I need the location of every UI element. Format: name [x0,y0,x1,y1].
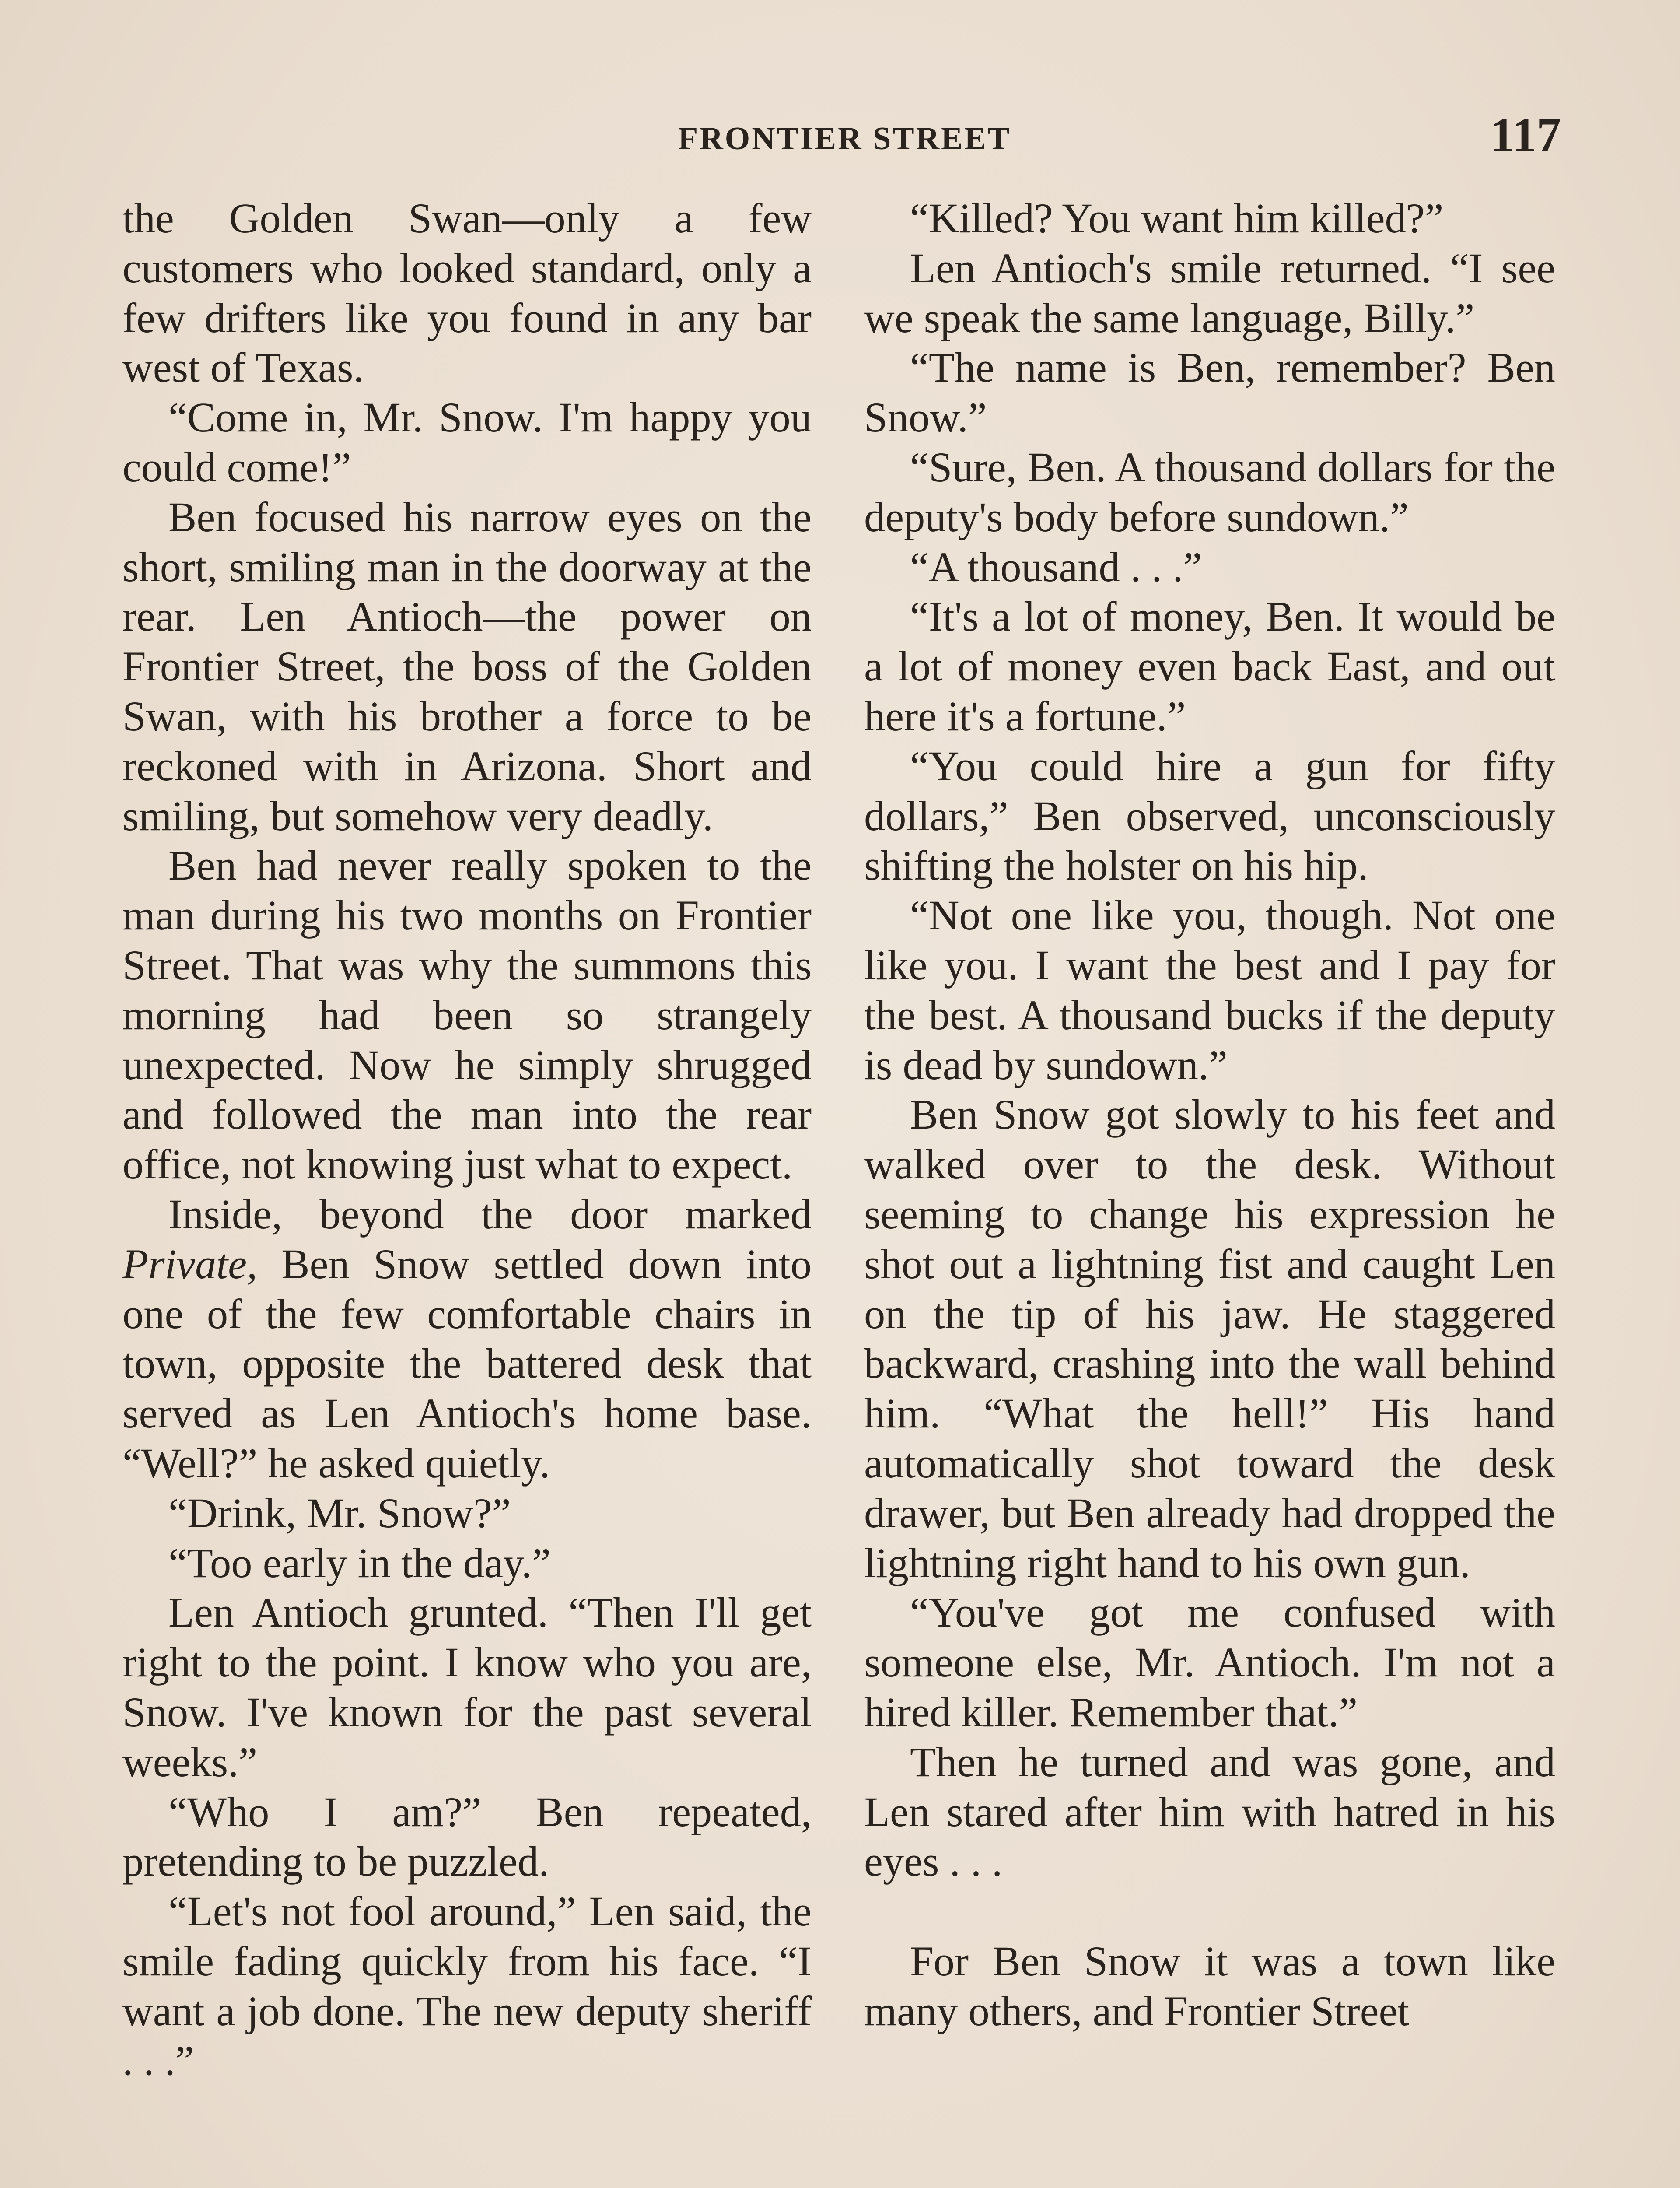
paragraph: Len Antioch's smile returned. “I see we speak the same language, Billy.” [864,244,1555,341]
paragraph: Len Antioch grunted. “Then I'll get right to the point. I know who you are, Snow. I've known for the past several weeks.” [122,1589,812,1785]
paragraph: Then he turned and was gone, and Len stared after him with hatred in his eyes . . . [864,1738,1555,1885]
paragraph: “Drink, Mr. Snow?” [168,1489,511,1536]
paragraph: “Too early in the day.” [168,1539,551,1586]
paragraph: “It's a lot of money, Ben. It would be a lot of money even back East, and out here it's a fortune.” [864,593,1555,740]
paragraph: Ben had never really spoken to the man during his two months on Frontier Street. That was why the summons this morning had been so strangely unexpected. Now he simply shrugged and followed the man into the rear office, not knowing just what to expect. [122,842,812,1188]
paragraph: “You could hire a gun for fifty dollars,” Ben observed, unconsciously shifting the holster on his hip. [864,742,1555,889]
paragraph: “You've got me confused with someone else, Mr. Antioch. I'm not a hired killer. Remember that.” [864,1589,1555,1736]
left-column [122,193,812,2086]
paragraph [122,1189,812,1488]
paragraph: “Let's not fool around,” Len said, the smile fading quickly from his face. “I want a job done. The new deputy sheriff . . .” [122,1888,812,2084]
paragraph: For Ben Snow it was a town like many others, and Frontier Street [864,1937,1555,2034]
running-head: FRONTIER STREET [678,121,1012,157]
paragraph: “Come in, Mr. Snow. I'm happy you could come!” [122,394,812,491]
paragraph: Ben focused his narrow eyes on the short, smiling man in the doorway at the rear. Len Antioch—the power on Frontier Street, the boss of the Golden Swan, with his brother a force to be reckoned with in Arizona. Short and smiling, but somehow very deadly. [122,493,812,839]
page-number: 117 [1490,108,1561,162]
paragraph: “Sure, Ben. A thousand dollars for the deputy's body before sundown.” [864,443,1555,540]
paragraph: Ben Snow got slowly to his feet and walked over to the desk. Without seeming to change his expression he shot out a lightning fist and caught Len on the tip of his jaw. He staggered backward, crashing into the wall behind him. “What the hell!” His hand automatically shot toward the desk drawer, but Ben already had dropped the lightning right hand to his own gun. [864,1091,1555,1586]
paragraph: “Not one like you, though. Not one like you. I want the best and I pay for the best. A thousand bucks if the deputy is dead by sundown.” [864,892,1555,1088]
italic-word: Private, [122,1240,258,1287]
right-column [864,193,1555,2036]
paragraph: “Killed? You want him killed?” [910,195,1444,242]
text-span: Ben Snow settled down into one of the few comfortable chairs in town, opposite the battered desk that served as Len Antioch's home base. “Well?” he asked quietly. [122,1240,812,1487]
paragraph: “A thousand . . .” [910,543,1202,590]
paragraph: “Who I am?” Ben repeated, pretending to be puzzled. [122,1788,812,1885]
text-span: Inside, beyond the door marked [168,1190,812,1238]
paragraph: “The name is Ben, remember? Ben Snow.” [864,344,1555,441]
paragraph: the Golden Swan—only a few customers who looked standard, only a few drifters like you found in any bar west of Texas. [122,195,812,391]
